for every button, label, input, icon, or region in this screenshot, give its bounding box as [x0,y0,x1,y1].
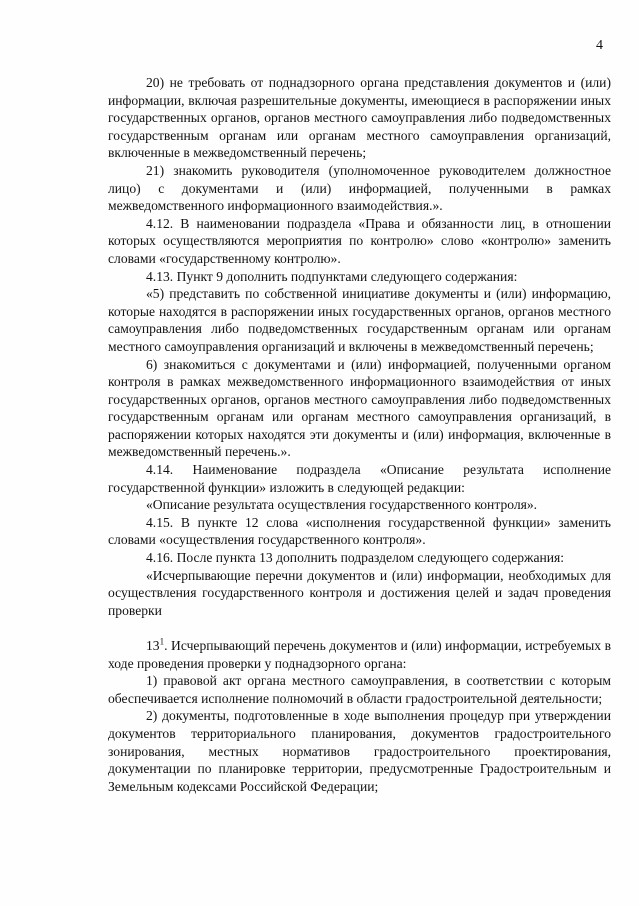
section-13-text: . Исчерпывающий перечень документов и (или) информации, истребуемых в ходе проведения проверки у поднадзорного органа: [108,638,611,671]
paragraph-4-15: 4.15. В пункте 12 слова «исполнения государственной функции» заменить словами «осуществления государственного контроля». [108,514,611,548]
paragraph-quote-result: «Описание результата осуществления государственного контроля». [146,497,538,513]
paragraph-subitem-6: 6) знакомиться с документами и (или) информацией, полученными органом контроля в рамках межведомственного информационного взаимодействия от иных государственных органов, органов местного самоуправления либо подведомственных государственным органам или органам местного самоуправления организаций, в распоряжении которых находятся эти документы и (или) информация, включенные в межведомственный перечень.». [108,356,611,460]
paragraph-13-1 [108,637,611,672]
paragraph-4-13: 4.13. Пункт 9 дополнить подпунктами следующего содержания: [146,268,518,284]
section-13-superscript: 1 [159,636,165,647]
list-item-1: 1) правовой акт органа местного самоуправления, в соответствии с которым обеспечивается исполнение полномочий в области градостроительной деятельности; [108,673,611,706]
paragraph-subitem-5: «5) представить по собственной инициативе документы и (или) информацию, которые находятся в распоряжении иных государственных органов, органов местного самоуправления либо подведомственных государственным органам или органам местного самоуправления организаций и включены в межведомственный перечень; [108,286,611,354]
paragraph-section-heading: «Исчерпывающие перечни документов и (или) информации, необходимых для осуществления государственного контроля и достижения целей и задач проведения проверки [108,567,611,618]
section-13-number: 13 [146,638,160,653]
paragraph-4-14: 4.14. Наименование подраздела «Описание результата исполнение государственной функции» изложить в следующей редакции: [108,462,611,495]
document-body [108,74,611,795]
page-number: 4 [596,38,603,53]
paragraph-21: 21) знакомить руководителя (уполномоченное руководителем должностное лицо) с документами и (или) информацией, полученными в рамках межведомственного информационного взаимодействия.». [108,162,611,214]
paragraph-4-16: 4.16. После пункта 13 дополнить подразделом следующего содержания: [146,550,565,566]
paragraph-20: 20) не требовать от поднадзорного органа представления документов и (или) информации, включая разрешительные документы, имеющиеся в распоряжении иных государственных органов, органов местного самоуправления либо подведомственных государственным органам или органам местного самоуправления организаций, включенные в межведомственный перечень; [108,75,611,161]
list-item-2: 2) документы, подготовленные в ходе выполнения процедур при утверждении документов территориального планирования, документов градостроительного зонирования, местных нормативов градостроительного проектирования, документации по планировке территории, предусмотренные Градостроительным и Земельным кодексами Российской Федерации; [108,708,611,794]
paragraph-4-12: 4.12. В наименовании подраздела «Права и обязанности лиц, в отношении которых осуществляются мероприятия по контролю» слово «контролю» заменить словами «государственному контролю». [108,215,611,266]
